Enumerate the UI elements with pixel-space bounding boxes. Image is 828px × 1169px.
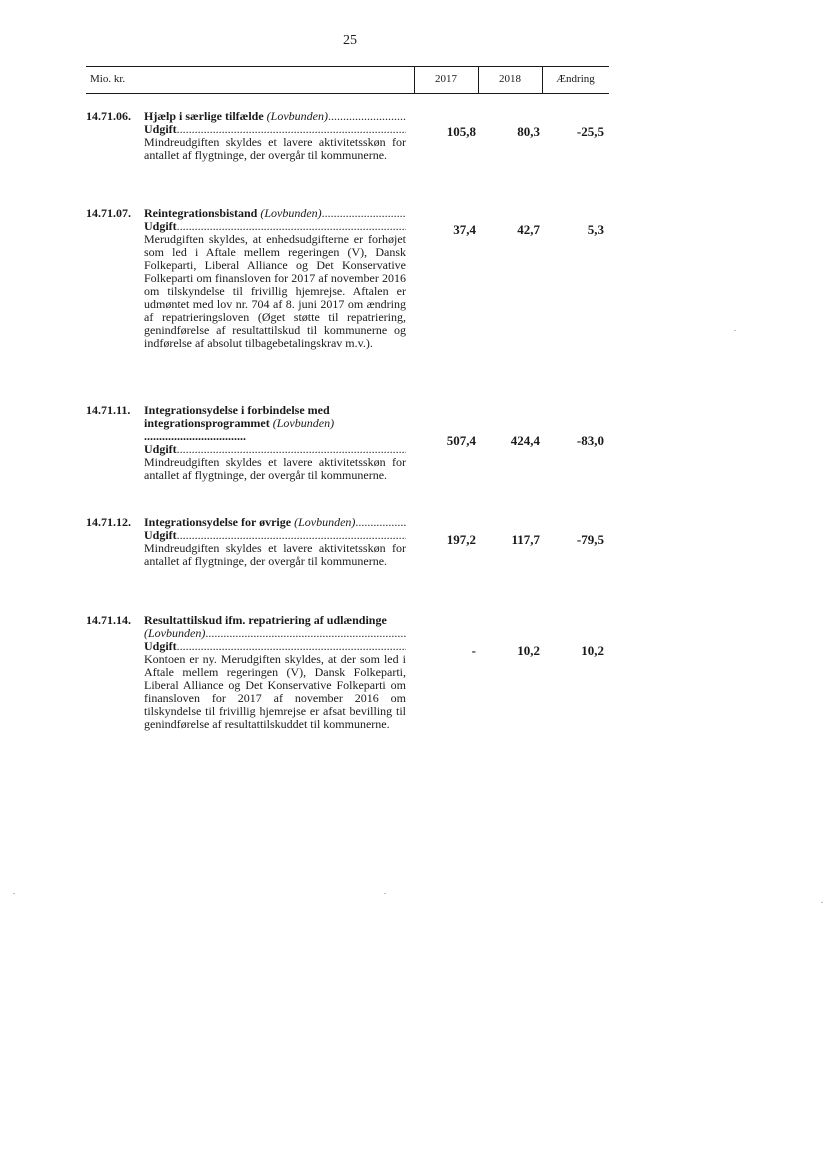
value-change: 10,2 [581, 643, 604, 658]
unit-label: Mio. kr. [90, 73, 126, 85]
account-code: 14.71.11. [86, 403, 131, 417]
entry-body [144, 207, 406, 350]
value-change: -79,5 [576, 532, 604, 547]
udgift-label: Udgift [144, 443, 177, 456]
entry-body [144, 516, 406, 568]
table-header [86, 66, 609, 94]
value-2017: 105,8 [446, 124, 476, 139]
entry-title-text: Resultattilskud ifm. repatriering af udlændinge [144, 613, 387, 627]
entry-body [144, 110, 406, 162]
value-2017: 37,4 [453, 222, 476, 237]
value-2018: 117,7 [511, 532, 540, 547]
account-code: 14.71.12. [86, 515, 131, 529]
column-header-2018: 2018 [499, 73, 521, 85]
entry-title [144, 516, 406, 529]
udgift-label: Udgift [144, 123, 177, 136]
value-2017: - [471, 643, 476, 658]
entry-body [144, 404, 406, 482]
udgift-label: Udgift [144, 640, 177, 653]
scan-speck [13, 893, 15, 894]
value-2017: 507,4 [446, 433, 476, 448]
value-2017: 197,2 [446, 532, 476, 547]
entry-law: (Lovbunden) [272, 416, 335, 430]
entry-description: Mindreudgiften skyldes et lavere aktivitetsskøn for antallet af flygtninge, der overgår til kommunerne. [144, 135, 406, 162]
entry-title-text: Hjælp i særlige tilfælde [144, 110, 264, 123]
udgift-label: Udgift [144, 529, 177, 542]
account-code: 14.71.07. [86, 206, 131, 220]
column-header-change: Ændring [556, 73, 595, 85]
entry-title-text: Reintegrationsbistand [144, 207, 258, 220]
page-number: 25 [343, 33, 357, 48]
entry-title [144, 207, 406, 220]
entry-law-line [144, 627, 406, 640]
entry-law: (Lovbunden) [266, 110, 328, 123]
entry-description: Mindreudgiften skyldes et lavere aktivitetsskøn for antallet af flygtninge, der overgår til kommunerne. [144, 455, 406, 482]
account-code: 14.71.06. [86, 109, 131, 123]
value-change: -83,0 [576, 433, 604, 448]
entry-body [144, 614, 406, 731]
value-2018: 10,2 [517, 643, 540, 658]
scan-speck [821, 902, 823, 903]
entry-title-text: Integrationsydelse i forbindelse med integrationsprogrammet [144, 403, 330, 430]
entry-law: (Lovbunden) [260, 207, 322, 220]
entry-law: (Lovbunden) [144, 627, 206, 640]
entry-description: Merudgiften skyldes, at enhedsudgifterne er forhøjet som led i Aftale mellem regeringen (V), Dansk Folkeparti, Liberal Alliance og Det Konservative Folkeparti om finansloven for 2017 af november 2016 om tilskyndelse til frivillig hjemrejse. Aftalen er udmøntet med lov nr. 704 af 8. juni 2017 om ændring af repatrieringsloven (Øget støtte til repatriering, genindførelse af resultattilskud til kommunerne og indførelse af absolut tilbagebetalingskrav m.v.). [144, 232, 406, 350]
scan-speck [734, 330, 736, 331]
account-code: 14.71.14. [86, 613, 131, 627]
entry-title [144, 614, 406, 627]
entry-title: Integrationsydelse i forbindelse med integrationsprogrammet (Lovbunden) .................................. [144, 403, 335, 443]
entry-law: (Lovbunden) [294, 516, 356, 529]
value-change: 5,3 [587, 222, 604, 237]
value-change: -25,5 [576, 124, 604, 139]
value-2018: 42,7 [517, 222, 540, 237]
entry-title [144, 110, 406, 123]
entry-description: Kontoen er ny. Merudgiften skyldes, at der som led i Aftale mellem regeringen (V), Dansk Folkeparti, Liberal Alliance og Det Konservative Folkeparti om finansloven for 2017 af november 2016 om tilskyndelse til frivillig hjemrejse er afsat bevilling til genindførelse af resultattilskuddet til kommunerne. [144, 652, 406, 731]
scan-speck [384, 893, 386, 894]
entry-title-text: Integrationsydelse for øvrige [144, 516, 292, 529]
value-2018: 424,4 [510, 433, 540, 448]
entry-description: Mindreudgiften skyldes et lavere aktivitetsskøn for antallet af flygtninge, der overgår til kommunerne. [144, 541, 406, 568]
udgift-label: Udgift [144, 220, 177, 233]
value-2018: 80,3 [517, 124, 540, 139]
column-header-2017: 2017 [435, 73, 457, 85]
